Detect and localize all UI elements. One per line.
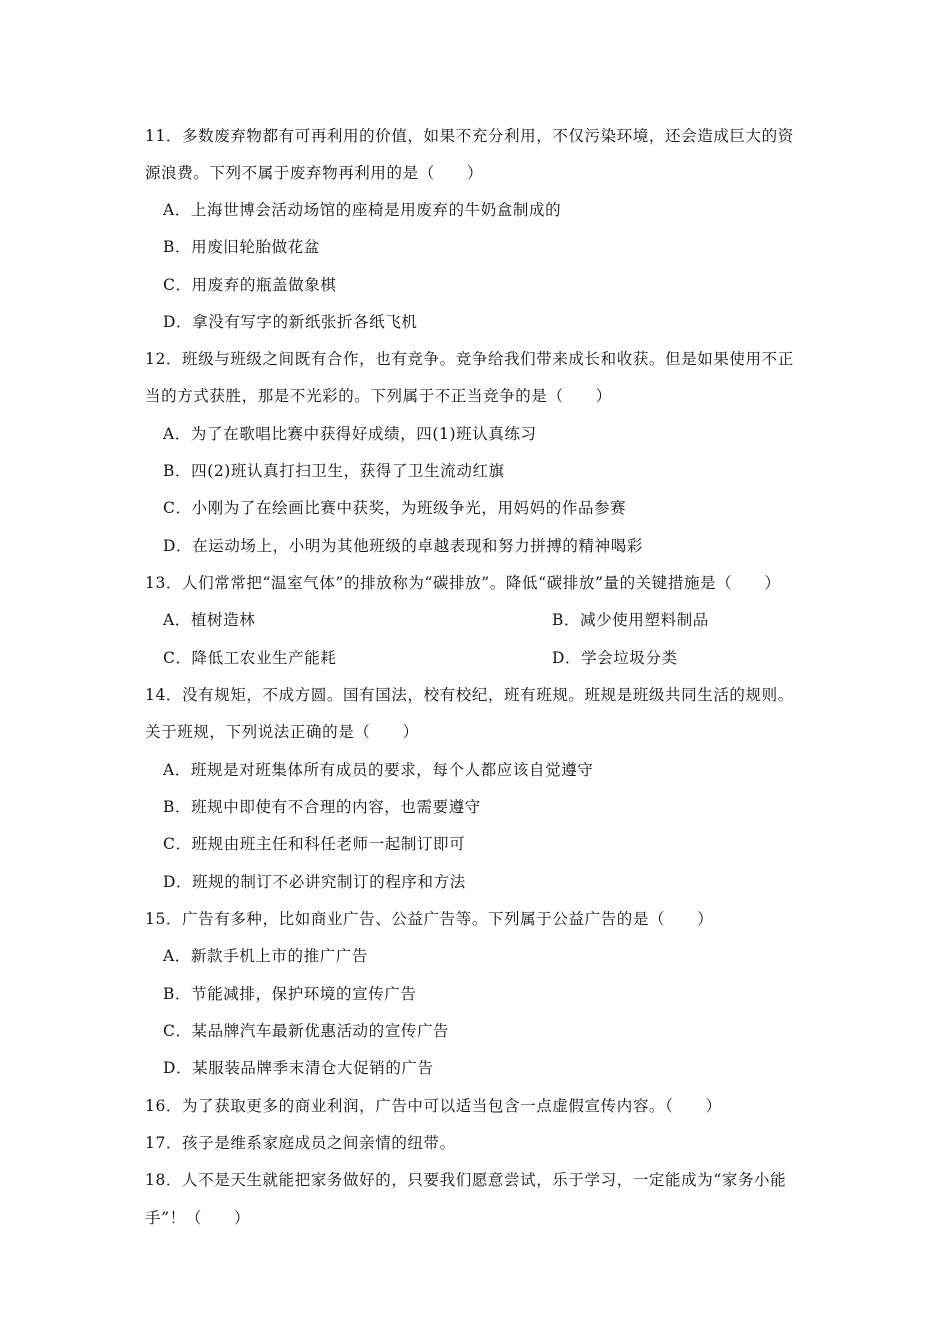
question-14-line-2: 关于班规，下列说法正确的是（ ） [145, 723, 419, 741]
question-14-option-b: B．班规中即使有不合理的内容，也需要遵守 [163, 798, 481, 816]
question-16-line-1: 16．为了获取更多的商业利润，广告中可以适当包含一点虚假宣传内容。（ ） [145, 1097, 722, 1115]
question-11-option-b: B．用废旧轮胎做花盆 [163, 238, 320, 256]
question-13-option-a: A．植树造林 [163, 611, 256, 629]
question-12-option-a: A．为了在歌唱比赛中获得好成绩，四(1)班认真练习 [163, 425, 537, 443]
question-18-line-1: 18．人不是天生就能把家务做好的，只要我们愿意尝试，乐于学习，一定能成为“家务小能 [145, 1171, 787, 1189]
question-14-option-a: A．班规是对班集体所有成员的要求，每个人都应该自觉遵守 [163, 761, 594, 779]
question-14-option-d: D．班规的制订不必讲究制订的程序和方法 [163, 873, 466, 891]
question-15-option-d: D．某服装品牌季末清仓大促销的广告 [163, 1059, 434, 1077]
question-14-option-c: C．班规由班主任和科任老师一起制订即可 [163, 835, 466, 853]
question-15-option-c: C．某品牌汽车最新优惠活动的宣传广告 [163, 1022, 450, 1040]
question-13-option-d: D．学会垃圾分类 [552, 649, 678, 667]
question-12-line-2: 当的方式获胜，那是不光彩的。下列属于不正当竞争的是（ ） [145, 387, 612, 405]
question-15-line-1: 15．广告有多种，比如商业广告、公益广告等。下列属于公益广告的是（ ） [145, 910, 714, 928]
question-13-option-c: C．降低工农业生产能耗 [163, 649, 337, 667]
question-15-option-b: B．节能减排，保护环境的宣传广告 [163, 985, 417, 1003]
question-13-option-b: B．减少使用塑料制品 [552, 611, 709, 629]
question-11-option-d: D．拿没有写字的新纸张折各纸飞机 [163, 313, 418, 331]
question-17-line-1: 17．孩子是维系家庭成员之间亲情的纽带。 [145, 1134, 456, 1152]
question-13-line-1: 13．人们常常把“温室气体”的排放称为“碳排放”。降低“碳排放”量的关键措施是（ ） [145, 574, 781, 592]
question-11-option-a: A．上海世博会活动场馆的座椅是用废弃的牛奶盒制成的 [163, 201, 562, 219]
question-12-option-b: B．四(2)班认真打扫卫生，获得了卫生流动红旗 [163, 462, 505, 480]
question-12-option-c: C．小刚为了在绘画比赛中获奖，为班级争光，用妈妈的作品参赛 [163, 499, 627, 517]
question-18-line-2: 手”！（ ） [145, 1209, 251, 1227]
question-11-line-1: 11．多数废弃物都有可再利用的价值，如果不充分利用，不仅污染环境，还会造成巨大的资 [145, 127, 794, 145]
question-12-line-1: 12．班级与班级之间既有合作，也有竞争。竞争给我们带来成长和收获。但是如果使用不正 [145, 350, 794, 368]
question-11-line-2: 源浪费。下列不属于废弃物再利用的是（ ） [145, 164, 484, 182]
question-11-option-c: C．用废弃的瓶盖做象棋 [163, 276, 337, 294]
question-12-option-d: D．在运动场上，小明为其他班级的卓越表现和努力拼搏的精神喝彩 [163, 537, 643, 555]
question-15-option-a: A．新款手机上市的推广广告 [163, 947, 368, 965]
question-14-line-1: 14．没有规矩，不成方圆。国有国法，校有校纪，班有班规。班规是班级共同生活的规则。 [145, 686, 794, 704]
